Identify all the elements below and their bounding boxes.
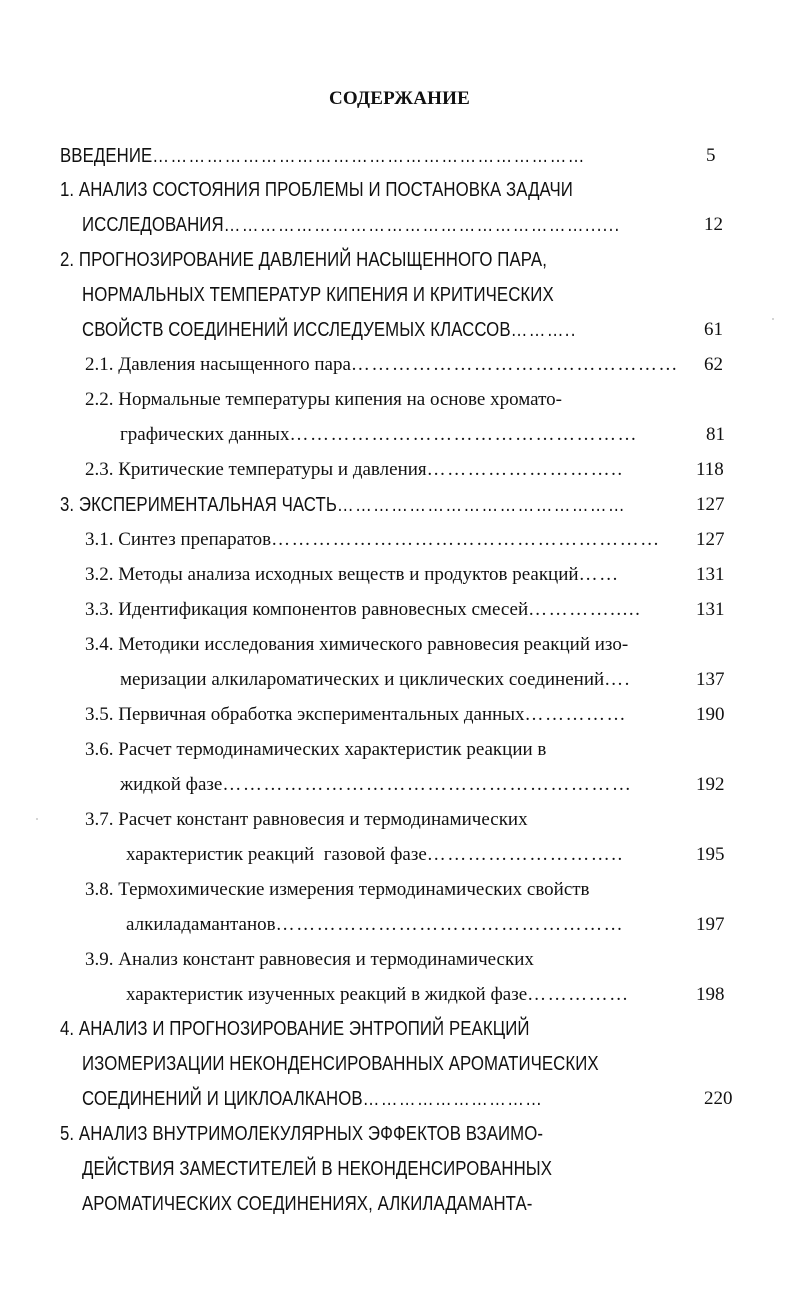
toc-entry-chapter-4-cont xyxy=(82,1054,599,1074)
toc-leader: …… xyxy=(578,564,620,585)
toc-entry-chapter-2-cont xyxy=(82,285,554,305)
toc-entry-text: 3.1. Синтез препаратов xyxy=(85,529,272,550)
toc-entry-section-2-1 xyxy=(85,355,679,374)
toc-entry-text: 3. ЭКСПЕРИМЕНТАЛЬНАЯ ЧАСТЬ xyxy=(60,494,337,516)
toc-entry-chapter-2 xyxy=(60,250,547,270)
toc-entry-text: графических данных xyxy=(120,424,290,445)
toc-page-number: 195 xyxy=(696,844,725,865)
toc-page-number: 198 xyxy=(696,984,725,1005)
toc-entry-text: АРОМАТИЧЕСКИХ СОЕДИНЕНИЯХ, АЛКИЛАДАМАНТА- xyxy=(82,1193,533,1215)
toc-entry-text: 3.5. Первичная обработка экспериментальных данных xyxy=(85,704,525,725)
toc-leader: ……………………….. xyxy=(426,844,624,865)
toc-leader: …………..... xyxy=(528,599,642,620)
toc-entry-text: 3.4. Методики исследования химического равновесия реакций изо- xyxy=(85,634,629,655)
toc-leader: ……………………………………………………………… xyxy=(152,145,586,167)
toc-entry-text: 3.6. Расчет термодинамических характеристик реакции в xyxy=(85,739,547,760)
toc-leader: …………… xyxy=(524,704,628,725)
toc-entry-text: 3.3. Идентификация компонентов равновесных смесей xyxy=(85,599,529,620)
toc-entry-text: 4. АНАЛИЗ И ПРОГНОЗИРОВАНИЕ ЭНТРОПИЙ РЕАКЦИЙ xyxy=(60,1018,530,1040)
toc-entry-text: СОЕДИНЕНИЙ И ЦИКЛОАЛКАНОВ xyxy=(82,1088,363,1110)
toc-page-number: 81 xyxy=(706,424,725,445)
toc-entry-text: 2.1. Давления насыщенного пара xyxy=(85,354,351,375)
toc-page-number: 61 xyxy=(704,319,723,340)
toc-entry-section-3-4-cont xyxy=(120,670,631,689)
toc-entry-chapter-4-cont xyxy=(82,1089,543,1109)
toc-entry-section-3-1 xyxy=(85,530,661,549)
toc-entry-text: жидкой фазе xyxy=(120,774,223,795)
toc-entry-text: 3.7. Расчет констант равновесия и термодинамических xyxy=(85,809,528,830)
toc-entry-text: 2.3. Критические температуры и давления xyxy=(85,459,427,480)
toc-entry-section-3-7-cont xyxy=(126,845,624,864)
toc-leader: ………………………………………………… xyxy=(271,529,661,550)
toc-leader: ……………………….. xyxy=(426,459,624,480)
toc-entry-text: СВОЙСТВ СОЕДИНЕНИЙ ИССЛЕДУЕМЫХ КЛАССОВ xyxy=(82,319,511,341)
page-title: СОДЕРЖАНИЕ xyxy=(329,88,470,109)
toc-page-number: 127 xyxy=(696,494,725,515)
toc-entry-text: меризации алкилароматических и циклических соединений xyxy=(120,669,605,690)
toc-entry-chapter-3 xyxy=(60,495,626,515)
toc-entry-section-3-9-cont xyxy=(126,985,630,1004)
toc-leader: …. xyxy=(604,669,631,690)
toc-leader: …………………………………………… xyxy=(289,424,638,445)
toc-entry-text: 1. АНАЛИЗ СОСТОЯНИЯ ПРОБЛЕМЫ И ПОСТАНОВКА ЗАДАЧИ xyxy=(60,179,573,201)
toc-page-number: 118 xyxy=(696,459,724,480)
toc-page-number: 190 xyxy=(696,704,725,725)
toc-leader: …………… xyxy=(527,984,630,1005)
toc-entry-chapter-5-cont xyxy=(82,1159,552,1179)
toc-entry-section-2-2 xyxy=(85,390,562,409)
scan-speck xyxy=(772,318,774,320)
toc-entry-text: НОРМАЛЬНЫХ ТЕМПЕРАТУР КИПЕНИЯ И КРИТИЧЕСКИХ xyxy=(82,284,554,306)
toc-entry-section-3-6 xyxy=(85,740,546,759)
toc-entry-chapter-2-cont xyxy=(82,320,577,340)
toc-entry-text: характеристик изученных реакций в жидкой фазе xyxy=(126,984,528,1005)
toc-page-number: 197 xyxy=(696,914,725,935)
scan-speck xyxy=(36,818,38,820)
toc-entry-chapter-5 xyxy=(60,1124,543,1144)
toc-entry-section-3-9 xyxy=(85,950,534,969)
toc-page-number: 127 xyxy=(696,529,725,550)
toc-entry-text: алкиладамантанов xyxy=(126,914,276,935)
toc-page-number: 137 xyxy=(696,669,725,690)
toc-entry-section-3-6-cont xyxy=(120,775,632,794)
toc-entry-section-3-2 xyxy=(85,565,620,584)
toc-entry-section-3-8 xyxy=(85,880,590,899)
toc-entry-text: ВВЕДЕНИЕ xyxy=(60,145,153,167)
toc-entry-section-3-8-cont xyxy=(126,915,624,934)
toc-entry-text: ИЗОМЕРИЗАЦИИ НЕКОНДЕНСИРОВАННЫХ АРОМАТИЧЕСКИХ xyxy=(82,1053,599,1075)
toc-leader: ………………………………………… xyxy=(350,354,679,375)
toc-entry-text: 3.9. Анализ констант равновесия и термодинамических xyxy=(85,949,534,970)
toc-entry-introduction xyxy=(60,146,586,166)
toc-entry-section-2-2-cont xyxy=(120,425,638,444)
toc-entry-section-2-3 xyxy=(85,460,624,479)
toc-page-number: 62 xyxy=(704,354,723,375)
toc-entry-text: ИССЛЕДОВАНИЯ xyxy=(82,214,224,236)
toc-entry-text: 3.8. Термохимические измерения термодинамических свойств xyxy=(85,879,590,900)
toc-page-number: 220 xyxy=(704,1088,733,1109)
toc-page-number: 131 xyxy=(696,564,725,585)
toc-entry-section-3-3 xyxy=(85,600,641,619)
toc-leader: ………………………………………… xyxy=(336,494,626,516)
toc-page-number: 131 xyxy=(696,599,725,620)
toc-entry-text: ДЕЙСТВИЯ ЗАМЕСТИТЕЛЕЙ В НЕКОНДЕНСИРОВАННЫХ xyxy=(82,1158,553,1180)
toc-page-number: 12 xyxy=(704,214,723,235)
toc-leader: ………………………… xyxy=(362,1088,544,1110)
toc-leader: …………………………………………………… xyxy=(222,774,633,795)
toc-entry-text: 2. ПРОГНОЗИРОВАНИЕ ДАВЛЕНИЙ НАСЫЩЕННОГО ПАРА, xyxy=(60,249,547,271)
toc-page-number: 192 xyxy=(696,774,725,795)
toc-entry-text: характеристик реакций газовой фазе xyxy=(126,844,427,865)
toc-entry-chapter-5-cont xyxy=(82,1194,532,1214)
toc-entry-text: 2.2. Нормальные температуры кипения на основе хромато- xyxy=(85,389,562,410)
toc-leader: ……………………………………………………...... xyxy=(223,214,621,236)
toc-leader: ……….. xyxy=(510,319,577,341)
toc-entry-section-3-4 xyxy=(85,635,628,654)
toc-page-number: 5 xyxy=(706,145,716,166)
toc-entry-section-3-5 xyxy=(85,705,627,724)
toc-entry-chapter-1 xyxy=(60,180,573,200)
toc-entry-section-3-7 xyxy=(85,810,528,829)
toc-leader: …………………………………………… xyxy=(275,914,625,935)
toc-entry-chapter-4 xyxy=(60,1019,530,1039)
toc-entry-chapter-1-cont xyxy=(82,215,620,235)
toc-entry-text: 3.2. Методы анализа исходных веществ и продуктов реакций xyxy=(85,564,579,585)
toc-entry-text: 5. АНАЛИЗ ВНУТРИМОЛЕКУЛЯРНЫХ ЭФФЕКТОВ ВЗАИМО- xyxy=(60,1123,544,1145)
